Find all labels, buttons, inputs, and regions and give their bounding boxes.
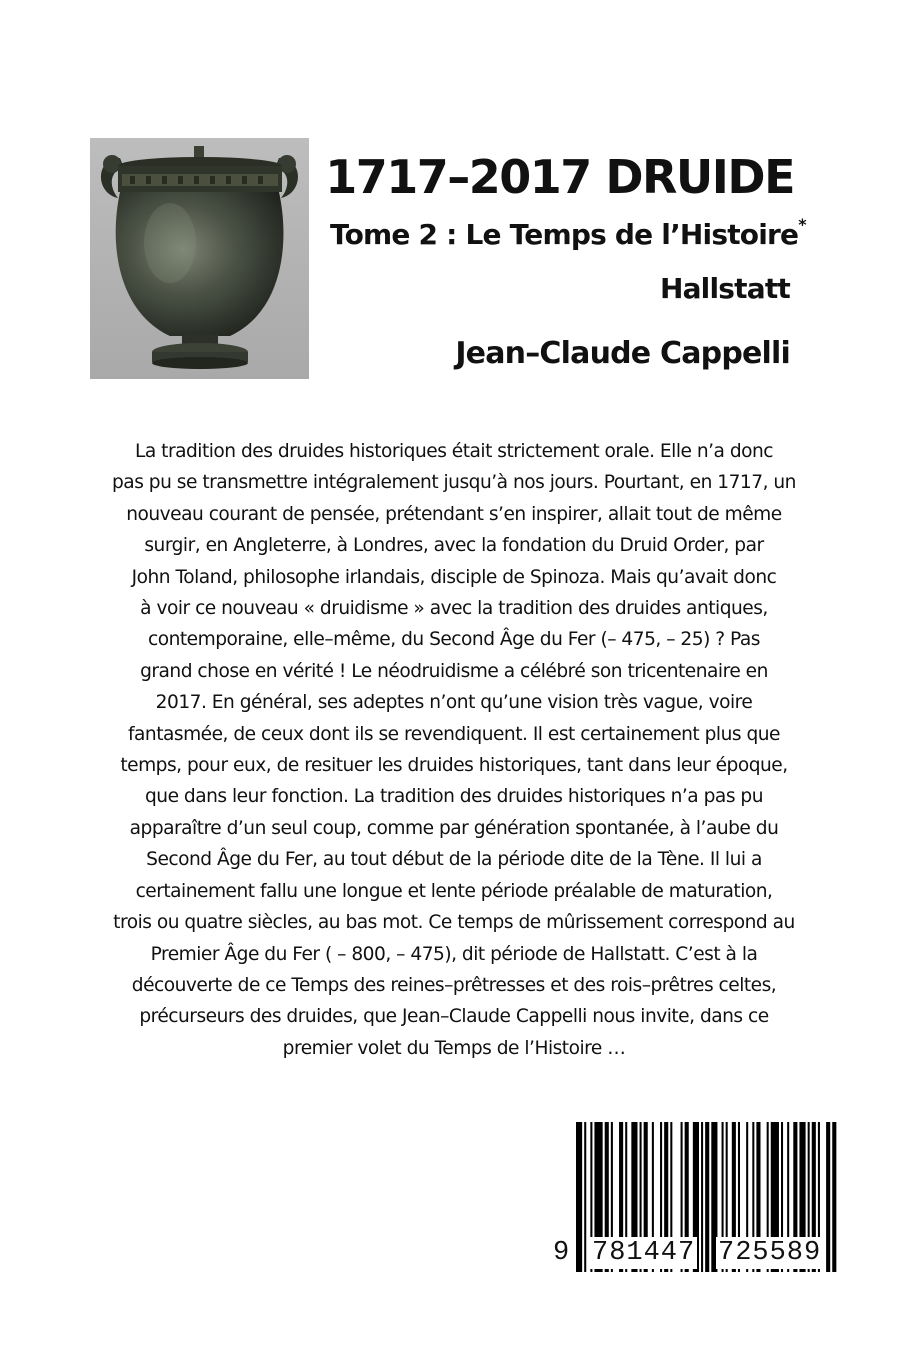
barcode-bar [584, 1122, 586, 1272]
isbn-barcode [548, 1122, 840, 1277]
bronze-krater-vase-icon [90, 138, 309, 379]
footnote-mark: * [798, 214, 806, 234]
blurb-line: Second Âge du Fer, au tout début de la période dite de la Tène. Il lui a [146, 849, 762, 871]
blurb-line: trois ou quatre siècles, au bas mot. Ce temps de mûrissement correspond au [113, 912, 795, 934]
blurb-line: apparaître d’un seul coup, comme par génération spontanée, à l’aube du [129, 817, 779, 839]
book-author: Jean–Claude Cappelli [455, 336, 790, 371]
blurb-line: temps, pour eux, de resituer les druides historiques, tant dans leur époque, [120, 755, 788, 777]
blurb-line: précurseurs des druides, que Jean–Claude Cappelli nous invite, dans ce [139, 1006, 769, 1028]
barcode-bar [701, 1122, 703, 1272]
book-place: Hallstatt [659, 272, 790, 305]
blurb-line: nouveau courant de pensée, prétendant s’en inspirer, allait tout de même [126, 503, 782, 525]
blurb-line: grand chose en vérité ! Le néodruidisme a célébré son tricentenaire en [140, 660, 768, 682]
blurb-line: que dans leur fonction. La tradition des druides historiques n’a pas pu [144, 786, 763, 808]
barcode-bar [576, 1122, 582, 1272]
blurb-line: surgir, en Angleterre, à Londres, avec la fondation du Druid Order, par [144, 535, 764, 557]
isbn-digit-first: 9 [553, 1238, 570, 1268]
isbn-digits-right: 725589 [718, 1238, 822, 1268]
barcode-bar [832, 1122, 836, 1272]
blurb-line: Premier Âge du Fer ( – 800, – 475), dit période de Hallstatt. C’est à la [150, 943, 758, 965]
subtitle-text: Tome 2 : Le Temps de l’Histoire [330, 218, 799, 251]
blurb-line: premier volet du Temps de l’Histoire … [282, 1037, 626, 1059]
blurb-line: La tradition des druides historiques était strictement orale. Elle n’a donc [134, 441, 774, 462]
isbn-digits-left: 781447 [592, 1238, 696, 1268]
book-title: 1717–2017 DRUIDE [325, 150, 794, 204]
bronze-krater-photo [90, 138, 309, 379]
blurb-line: contemporaine, elle–même, du Second Âge du Fer (– 475, – 25) ? Pas [147, 629, 760, 651]
blurb-line: certainement fallu une longue et lente période préalable de maturation, [135, 880, 773, 902]
blurb-line: pas pu se transmettre intégralement jusqu’à nos jours. Pourtant, en 1717, un [112, 472, 796, 494]
blurb-line: 2017. En général, ses adeptes n’ont qu’une vision très vague, voire [155, 692, 753, 714]
blurb-line: à voir ce nouveau « druidisme » avec la tradition des druides antiques, [140, 598, 768, 620]
barcode-bar [826, 1122, 830, 1272]
blurb-line: fantasmée, de ceux dont ils se revendiquent. Il est certainement plus que [127, 723, 781, 745]
blurb-line: découverte de ce Temps des reines–prêtresses et des rois–prêtres celtes, [131, 974, 777, 996]
back-cover-blurb [70, 436, 838, 1064]
book-subtitle [330, 214, 806, 251]
blurb-line: John Toland, philosophe irlandais, disciple de Spinoza. Mais qu’avait donc [131, 566, 777, 588]
barcode-bar [705, 1122, 709, 1272]
